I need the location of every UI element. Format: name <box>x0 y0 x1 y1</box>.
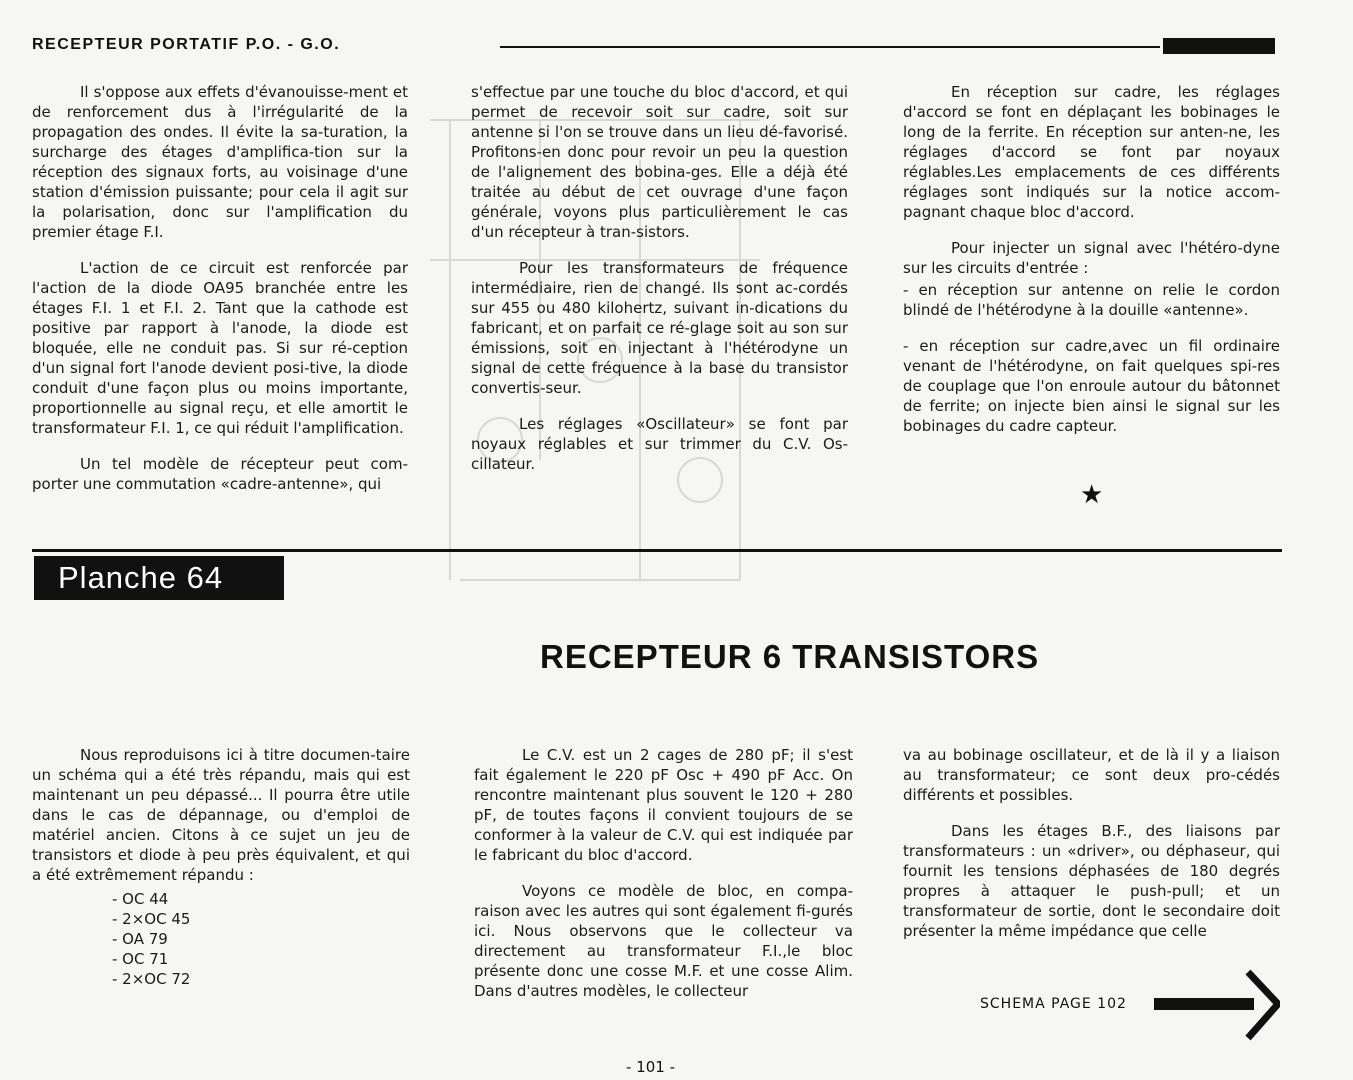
top-column-1 <box>32 82 408 510</box>
paragraph: L'action de ce circuit est renforcée par l'action de la diode OA95 branchée entre les étages F.I. 1 et F.I. 2. Tant que la cathode est positive par rapport à l'anode, la diode est bloquée, elle ne conduit pas. Si sur ré-ception d'un signal fort l'anode devient posi-tive, la diode conduit d'une façon plus ou moins importante, proportionnelle au signal reçu, et elle amortit le transformateur F.I. 1, ce qui réduit l'amplification. <box>32 259 408 437</box>
schema-page-reference: SCHEMA PAGE 102 <box>980 996 1127 1012</box>
planche-label: Planche 64 <box>34 556 284 600</box>
component-list <box>32 889 410 989</box>
list-item: - OA 79 <box>112 930 168 948</box>
paragraph: Les réglages «Oscillateur» se font par noyaux réglables et sur trimmer du C.V. Os-cillateur. <box>471 415 848 473</box>
section-rule <box>32 549 1282 552</box>
paragraph: Dans les étages B.F., des liaisons par transformateurs : un «driver», ou déphaseur, qui fournit les tensions déphasées de 180 degrés propres à attaquer le push-pull; et un transformateur de sortie, dont le secondaire doit présenter la même impédance que celle <box>903 822 1280 940</box>
star-icon: ★ <box>1080 480 1104 510</box>
page-number: - 101 - <box>626 1058 675 1076</box>
top-column-2 <box>471 82 848 490</box>
paragraph: s'effectue par une touche du bloc d'accord, et qui permet de recevoir soit sur cadre, soit sur antenne si l'on se trouve dans un lieu dé-favorisé. Profitons-en donc pour revoir un peu la question de l'alignement des bobina-ges. Elle a déjà été traitée au début de cet ouvrage d'une façon générale, voyons plus particulièrement le cas d'un récepteur à tran-sistors. <box>471 83 848 241</box>
bottom-column-2 <box>474 745 853 1017</box>
paragraph: - en réception sur cadre,avec un fil ordinaire venant de l'hétérodyne, on fait quelques spi-res de couplage que l'on enroule autour du bâtonnet de ferrite; on injecte bien ainsi le signal sur les bobinages du cadre capteur. <box>903 337 1280 435</box>
paragraph: va au bobinage oscillateur, et de là il y a liaison au transformateur; ce sont deux pro-cédés différents et possibles. <box>903 746 1280 804</box>
top-column-3 <box>903 82 1280 452</box>
bottom-column-3 <box>903 745 1280 957</box>
paragraph: Nous reproduisons ici à titre documen-taire un schéma qui a été très répandu, mais qui est maintenant un peu dépassé... Il pourra être utile dans le cas de dépannage, ou d'emploi de matériel ancien. Citons à ce sujet un jeu de transistors et diode à peu près équivalent, et qui a été extrêmement répandu : <box>32 746 410 884</box>
paragraph: En réception sur cadre, les réglages d'accord se font en déplaçant les bobinages le long de la ferrite. En réception sur anten-ne, les réglages d'accord se font par noyaux réglables.Les emplacements de ces différents réglages sont indiqués sur la notice accom-pagnant chaque bloc d'accord. <box>903 83 1280 221</box>
running-header: RECEPTEUR PORTATIF P.O. - G.O. <box>32 36 341 53</box>
list-item: - 2×OC 72 <box>112 970 191 988</box>
paragraph: Un tel modèle de récepteur peut com-porter une commutation «cadre-antenne», qui <box>32 455 408 493</box>
list-item: - OC 44 <box>112 890 169 908</box>
paragraph: Le C.V. est un 2 cages de 280 pF; il s'est fait également le 220 pF Osc + 490 pF Acc. On rencontre maintenant plus souvent le 120 + 280 pF, de toutes façons il convient toujours de se conformer à la valeur de C.V. qui est indiquée par le fabricant du bloc d'accord. <box>474 746 853 864</box>
section-title: RECEPTEUR 6 TRANSISTORS <box>540 638 1040 675</box>
list-item: - 2×OC 45 <box>112 910 191 928</box>
paragraph: - en réception sur antenne on relie le cordon blindé de l'hétérodyne à la douille «antenne». <box>903 281 1280 319</box>
paragraph: Il s'oppose aux effets d'évanouisse-ment et de renforcement dus à l'irrégularité de la propagation des ondes. Il évite la sa-turation, la surcharge des étages d'amplifica-tion sur la réception des signaux forts, au voisinage d'une station d'émission puissante; pour cela il agit sur la polarisation, donc sur l'amplification du premier étage F.I. <box>32 83 408 241</box>
header-bar <box>1163 38 1275 54</box>
arrow-right-icon <box>1150 968 1280 1042</box>
paragraph: Pour injecter un signal avec l'hétéro-dyne sur les circuits d'entrée : <box>903 239 1280 277</box>
header-rule <box>500 46 1160 48</box>
bottom-column-1 <box>32 745 410 989</box>
list-item: - OC 71 <box>112 950 169 968</box>
paragraph: Pour les transformateurs de fréquence intermédiaire, rien de changé. Ils sont ac-cordés sur 455 ou 480 kilohertz, suivant in-dications du fabricant, et on parfait ce ré-glage soit au son sur émissions, soit en injectant à l'hétérodyne un signal de cette fréquence à la base du transistor convertis-seur. <box>471 259 848 397</box>
paragraph: Voyons ce modèle de bloc, en compa-raison avec les autres qui sont également fi-gurés ici. Nous observons que le collecteur va directement au transformateur F.I.,le bloc présente donc une cosse M.F. et une cosse Alim. Dans d'autres modèles, le collecteur <box>474 882 853 1000</box>
